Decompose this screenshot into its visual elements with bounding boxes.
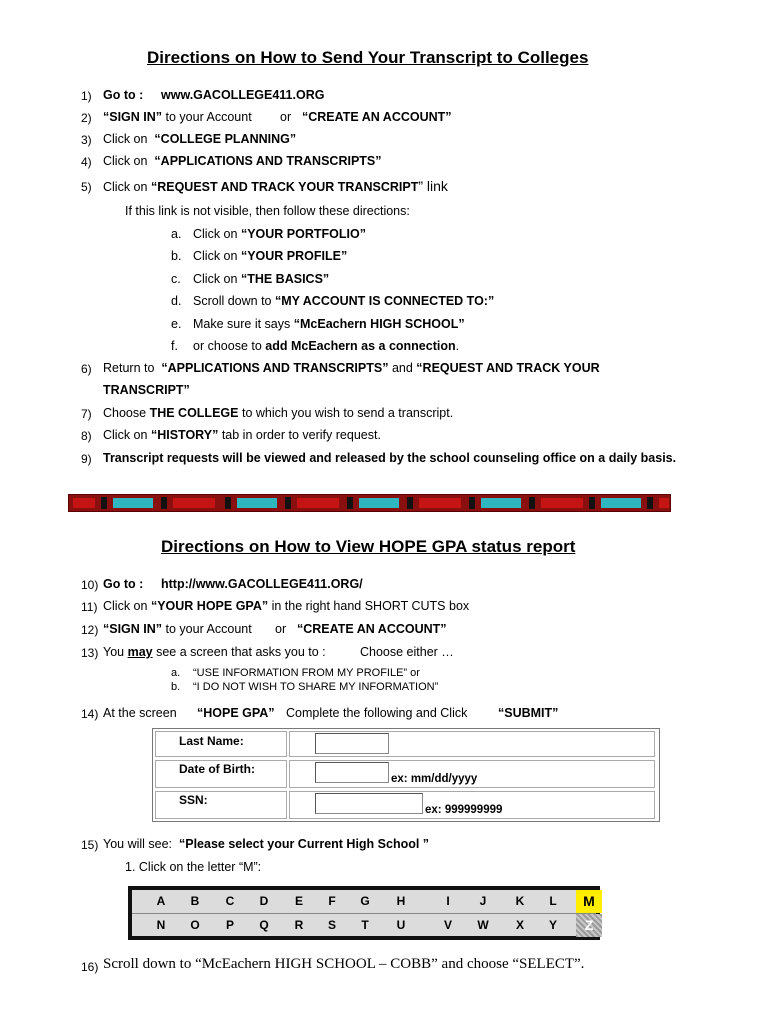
step-text-bold: “YOUR HOPE GPA” bbox=[150, 599, 269, 613]
decorative-divider bbox=[68, 494, 671, 512]
letter-m[interactable]: M bbox=[576, 890, 602, 913]
letter-d[interactable]: D bbox=[259, 894, 269, 908]
last-name-input[interactable] bbox=[315, 733, 389, 754]
band-segment bbox=[659, 498, 669, 508]
step-number: 15) bbox=[81, 838, 99, 852]
step-text-bold: “APPLICATIONS AND TRANSCRIPTS” bbox=[161, 361, 389, 375]
substep-post: . bbox=[455, 339, 460, 353]
step-text: Go to : bbox=[103, 577, 144, 591]
letter-x[interactable]: X bbox=[515, 918, 524, 932]
ssn-label: SSN: bbox=[179, 793, 208, 807]
letter-b[interactable]: B bbox=[190, 894, 200, 908]
step-text-part: Click on bbox=[103, 154, 148, 168]
letter-e[interactable]: E bbox=[294, 894, 303, 908]
note-text: If this link is not visible, then follow these directions: bbox=[125, 204, 410, 218]
step-text: Go to : bbox=[103, 88, 144, 102]
letter-f[interactable]: F bbox=[328, 894, 336, 908]
substep-letter: a. bbox=[171, 227, 182, 241]
letter-o[interactable]: O bbox=[190, 918, 200, 932]
form-label-cell bbox=[155, 791, 287, 819]
substep-pre: or choose to bbox=[193, 339, 262, 353]
substep-pre: Scroll down to bbox=[193, 294, 272, 308]
link-word: ” link bbox=[418, 178, 448, 194]
step-number: 1) bbox=[81, 89, 92, 103]
step-number: 12) bbox=[81, 623, 99, 637]
letter-a[interactable]: A bbox=[156, 894, 166, 908]
substep-text bbox=[193, 249, 347, 263]
substep-letter: f. bbox=[171, 339, 178, 353]
step-text-part: in the right hand SHORT CUTS box bbox=[271, 599, 470, 613]
step-number: 13) bbox=[81, 646, 99, 660]
band-divider bbox=[529, 497, 535, 509]
substep-letter: c. bbox=[171, 272, 181, 286]
step-text bbox=[103, 622, 252, 636]
step-number: 14) bbox=[81, 707, 99, 721]
and-text: and bbox=[391, 361, 413, 375]
step-text-part: You will see: bbox=[103, 837, 173, 851]
substep-bold: “McEachern HIGH SCHOOL” bbox=[293, 317, 465, 331]
band-segment bbox=[419, 498, 461, 508]
step-text-part: Click on bbox=[103, 132, 148, 146]
band-divider bbox=[647, 497, 653, 509]
band-segment bbox=[113, 498, 153, 508]
substep-letter: b. bbox=[171, 249, 182, 263]
substep-text bbox=[193, 317, 465, 331]
substep-letter: e. bbox=[171, 317, 182, 331]
step-text-bold: “REQUEST AND TRACK YOUR TRANSCRIPT bbox=[150, 180, 419, 194]
choice-letter: b. bbox=[171, 681, 181, 693]
alphabet-row bbox=[132, 890, 596, 913]
letter-s[interactable]: S bbox=[327, 918, 336, 932]
substep-bold: “YOUR PROFILE” bbox=[240, 249, 348, 263]
step-text bbox=[103, 361, 600, 375]
letter-q[interactable]: Q bbox=[259, 918, 269, 932]
step-text bbox=[103, 110, 252, 124]
band-divider bbox=[225, 497, 231, 509]
choice-text: “I DO NOT WISH TO SHARE MY INFORMATION” bbox=[193, 681, 439, 693]
step-text-part: to which you wish to send a transcript. bbox=[241, 406, 454, 420]
alphabet-row bbox=[132, 913, 596, 937]
step-text bbox=[103, 428, 381, 442]
step-text-part: Choose bbox=[103, 406, 147, 420]
letter-i[interactable]: I bbox=[446, 894, 450, 908]
substep-text bbox=[193, 339, 459, 353]
alphabet-selector bbox=[128, 886, 600, 940]
step-number: 3) bbox=[81, 133, 92, 147]
letter-l[interactable]: L bbox=[549, 894, 557, 908]
letter-r[interactable]: R bbox=[294, 918, 304, 932]
submit-text: “SUBMIT” bbox=[498, 706, 559, 720]
step-text-part: Click on bbox=[103, 599, 148, 613]
last-name-label: Last Name: bbox=[179, 734, 244, 748]
letter-k[interactable]: K bbox=[515, 894, 525, 908]
create-account-text: “CREATE AN ACCOUNT” bbox=[302, 110, 452, 124]
step-number: 11) bbox=[81, 600, 98, 614]
step-text-bold: “HOPE GPA” bbox=[197, 706, 275, 720]
step-text-part: see a screen that asks you to : bbox=[156, 645, 326, 659]
choice-letter: a. bbox=[171, 667, 181, 679]
letter-j[interactable]: J bbox=[479, 894, 487, 908]
step-text bbox=[103, 837, 429, 851]
section1-title: Directions on How to Send Your Transcript to Colleges bbox=[147, 48, 589, 67]
band-divider bbox=[469, 497, 475, 509]
url-link[interactable]: www.GACOLLEGE411.ORG bbox=[161, 88, 325, 102]
step-text: Transcript requests will be viewed and released by the school counseling office on a daily basis. bbox=[103, 451, 677, 465]
dob-hint: ex: mm/dd/yyyy bbox=[391, 773, 478, 785]
substep-text bbox=[193, 227, 366, 241]
band-divider bbox=[285, 497, 291, 509]
step-text-bold: “APPLICATIONS AND TRANSCRIPTS” bbox=[154, 154, 382, 168]
step-number: 8) bbox=[81, 429, 92, 443]
band-divider bbox=[407, 497, 413, 509]
step-text-continued: TRANSCRIPT” bbox=[103, 383, 190, 397]
may-text: may bbox=[127, 645, 153, 659]
or-text: or bbox=[280, 110, 292, 124]
step-text-bold: “REQUEST AND TRACK YOUR bbox=[416, 361, 600, 375]
step-text bbox=[103, 178, 448, 194]
substep-letter: d. bbox=[171, 294, 182, 308]
substep-pre: Make sure it says bbox=[193, 317, 291, 331]
step-number: 5) bbox=[81, 180, 92, 194]
or-text: or bbox=[275, 622, 287, 636]
section2-title: Directions on How to View HOPE GPA status report bbox=[161, 537, 576, 556]
band-segment bbox=[481, 498, 521, 508]
step-text-part: to your Account bbox=[165, 622, 252, 636]
step-number: 6) bbox=[81, 362, 92, 376]
step-number: 10) bbox=[81, 578, 99, 592]
letter-g[interactable]: G bbox=[360, 894, 370, 908]
step-text bbox=[103, 132, 296, 146]
band-segment bbox=[237, 498, 277, 508]
substep-bold: “MY ACCOUNT IS CONNECTED TO:” bbox=[275, 294, 495, 308]
choice-text: “USE INFORMATION FROM MY PROFILE” or bbox=[193, 667, 420, 679]
step-text-part: to your Account bbox=[162, 110, 252, 124]
letter-v[interactable]: V bbox=[443, 918, 452, 932]
letter-c[interactable]: C bbox=[225, 894, 235, 908]
letter-y[interactable]: Y bbox=[548, 918, 557, 932]
step-text-part: You bbox=[103, 645, 125, 659]
ssn-input[interactable] bbox=[315, 793, 423, 814]
ssn-hint: ex: 999999999 bbox=[425, 804, 503, 816]
band-segment bbox=[173, 498, 215, 508]
substep-bold: “THE BASICS” bbox=[240, 272, 330, 286]
dob-input[interactable] bbox=[315, 762, 389, 783]
step-number: 9) bbox=[81, 452, 92, 466]
step-text-part: At the screen bbox=[103, 706, 177, 720]
step-number: 7) bbox=[81, 407, 92, 421]
letter-step: 1. Click on the letter “M”: bbox=[125, 860, 262, 874]
band-divider bbox=[589, 497, 595, 509]
substep-text bbox=[193, 294, 494, 308]
step-text-part: Return to bbox=[103, 361, 155, 375]
letter-h[interactable]: H bbox=[396, 894, 406, 908]
band-segment bbox=[73, 498, 95, 508]
step-text-bold: “Please select your Current High School ” bbox=[178, 837, 430, 851]
step-text-part: Click on bbox=[103, 428, 148, 442]
letter-u[interactable]: U bbox=[396, 918, 406, 932]
letter-p[interactable]: P bbox=[225, 918, 234, 932]
band-segment bbox=[541, 498, 583, 508]
step-text-bold: THE COLLEGE bbox=[149, 406, 239, 420]
step-text-part: Choose either … bbox=[360, 645, 454, 659]
step-text-part: Complete the following and Click bbox=[286, 706, 468, 720]
band-divider bbox=[161, 497, 167, 509]
band-divider bbox=[101, 497, 107, 509]
step-text-bold: “COLLEGE PLANNING” bbox=[154, 132, 297, 146]
letter-w[interactable]: W bbox=[477, 918, 489, 932]
substep-pre: Click on bbox=[193, 249, 238, 263]
step-text bbox=[103, 406, 453, 420]
step-text bbox=[103, 154, 382, 168]
step-number: 2) bbox=[81, 111, 92, 125]
step-text-part: tab in order to verify request. bbox=[221, 428, 381, 442]
sign-in-text: “SIGN IN” bbox=[103, 110, 163, 124]
band-segment bbox=[601, 498, 641, 508]
step-text-part: Click on bbox=[103, 180, 148, 194]
hope-gpa-form bbox=[152, 728, 660, 822]
band-divider bbox=[347, 497, 353, 509]
substep-pre: Click on bbox=[193, 227, 238, 241]
step-number: 4) bbox=[81, 155, 92, 169]
substep-bold: add McEachern as a connection bbox=[265, 339, 456, 353]
dob-label: Date of Birth: bbox=[179, 762, 255, 776]
substep-text bbox=[193, 272, 329, 286]
step-text bbox=[103, 645, 326, 659]
letter-n[interactable]: N bbox=[156, 918, 166, 932]
substep-bold: “YOUR PORTFOLIO” bbox=[240, 227, 366, 241]
substep-pre: Click on bbox=[193, 272, 238, 286]
step-text: Scroll down to “McEachern HIGH SCHOOL – COBB” and choose “SELECT”. bbox=[103, 956, 585, 972]
letter-t[interactable]: T bbox=[361, 918, 369, 932]
band-segment bbox=[359, 498, 399, 508]
sign-in-text: “SIGN IN” bbox=[103, 622, 163, 636]
letter-z[interactable]: Z bbox=[576, 914, 602, 937]
step-text-bold: “HISTORY” bbox=[150, 428, 219, 442]
create-account-text: “CREATE AN ACCOUNT” bbox=[297, 622, 447, 636]
url-link[interactable]: http://www.GACOLLEGE411.ORG/ bbox=[161, 577, 363, 591]
band-segment bbox=[297, 498, 339, 508]
step-number: 16) bbox=[81, 960, 99, 974]
step-text bbox=[103, 599, 469, 613]
